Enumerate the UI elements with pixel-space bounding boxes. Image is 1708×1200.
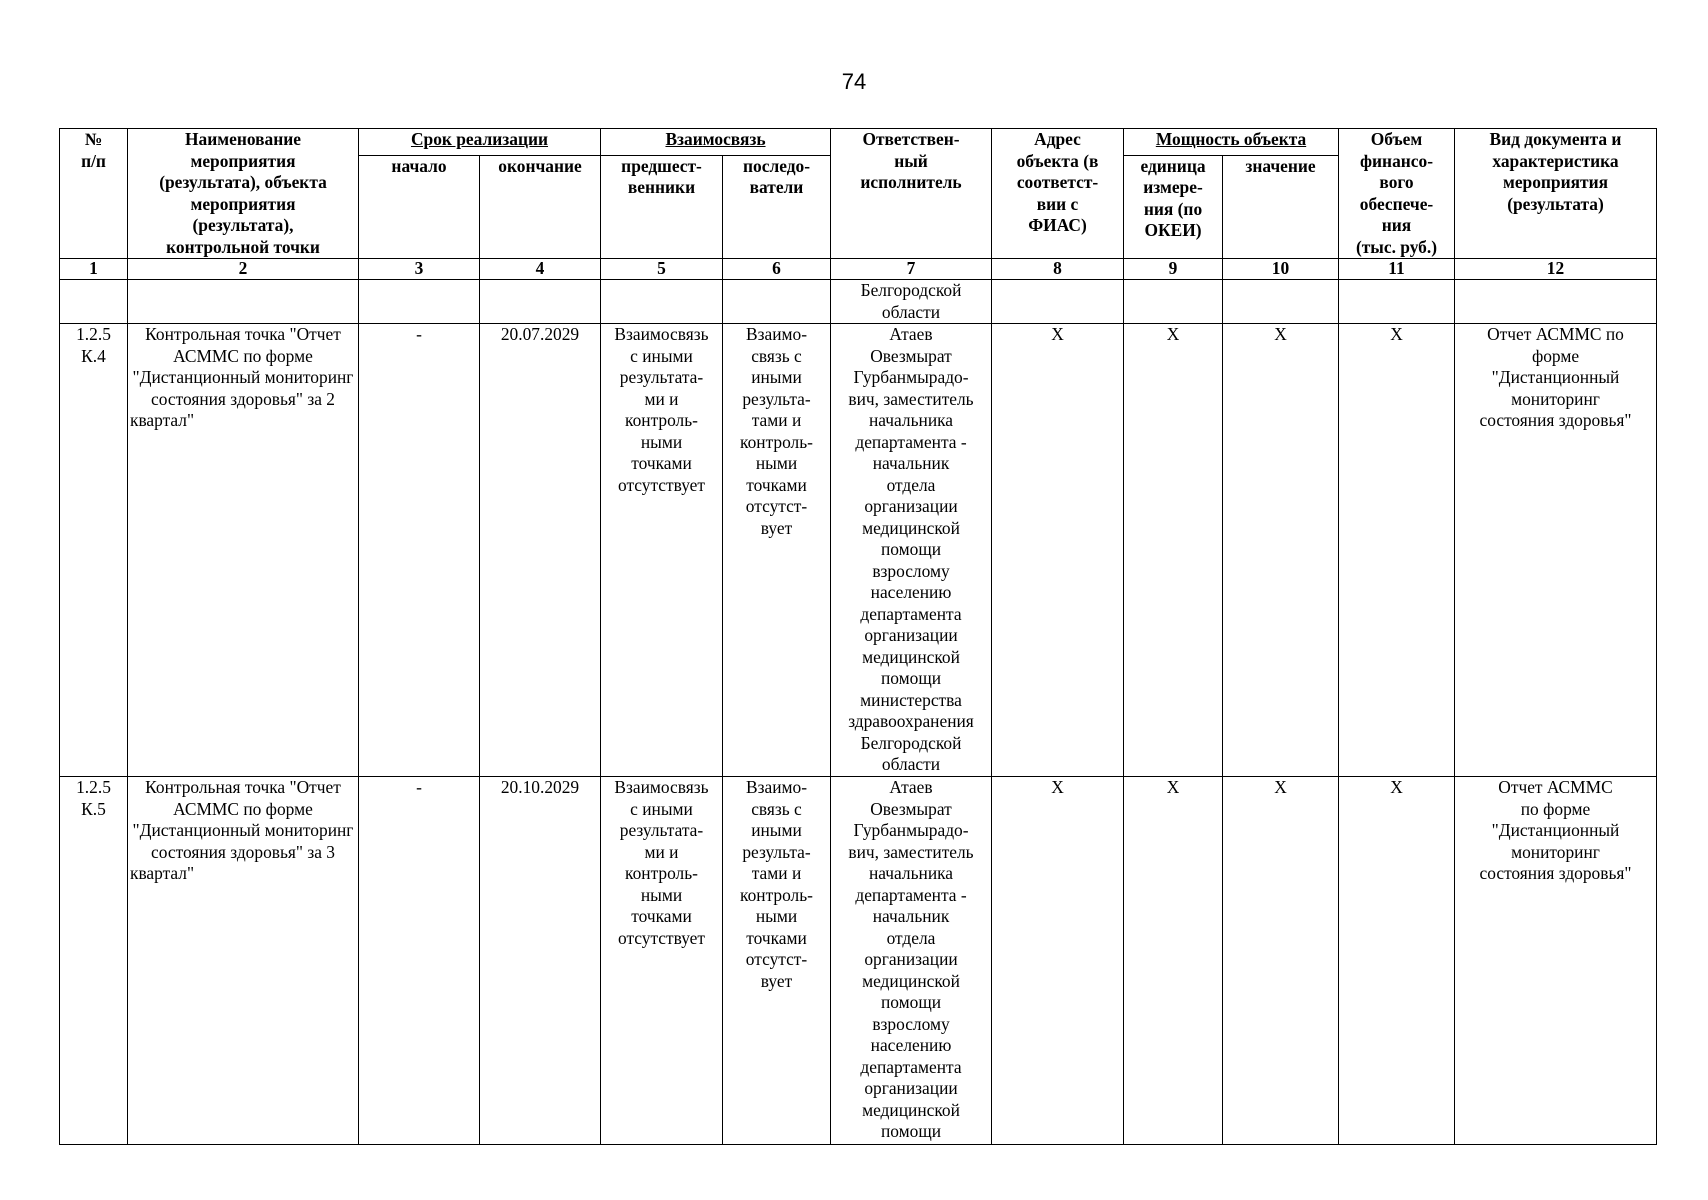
cell-predecessors: Взаимосвязь с иными результата- ми и контроль- ными точками отсутствует xyxy=(601,777,723,1145)
header-link-group: Взаимосвязь xyxy=(601,129,831,156)
header-value: значение xyxy=(1223,155,1339,258)
cell-document: Отчет АСММС по форме "Дистанционный мониторинг состояния здоровья" xyxy=(1455,324,1657,777)
cell-end: 20.07.2029 xyxy=(480,324,601,777)
page-number: 74 xyxy=(841,69,867,94)
header-address: Адрес объекта (в соответст- вии с ФИАС) xyxy=(992,129,1124,259)
cell-financing: X xyxy=(1339,777,1455,1145)
cell-num: 1.2.5 К.4 xyxy=(60,324,128,777)
header-start: начало xyxy=(359,155,480,258)
header-row-1 xyxy=(60,129,1657,156)
header-predecessors: предшест- венники xyxy=(601,155,723,258)
column-number: 7 xyxy=(831,259,992,280)
column-number: 1 xyxy=(60,259,128,280)
cell-empty xyxy=(1223,280,1339,324)
header-successors: последо- ватели xyxy=(723,155,831,258)
cell-successors: Взаимо- связь с иными результа- тами и контроль- ными точками отсутст- вует xyxy=(723,324,831,777)
cell-value: X xyxy=(1223,324,1339,777)
cell-empty xyxy=(1455,280,1657,324)
cell-num: 1.2.5 К.5 xyxy=(60,777,128,1145)
column-number: 11 xyxy=(1339,259,1455,280)
header-unit: единица измере- ния (по ОКЕИ) xyxy=(1124,155,1223,258)
column-number: 4 xyxy=(480,259,601,280)
cell-address: X xyxy=(992,777,1124,1145)
cell-empty xyxy=(128,280,359,324)
continuation-row xyxy=(60,280,1657,324)
cell-unit: X xyxy=(1124,324,1223,777)
header-document: Вид документа и характеристика мероприятия (результата) xyxy=(1455,129,1657,259)
cell-empty xyxy=(480,280,601,324)
cell-responsible: Атаев Овезмырат Гурбанмырадо- вич, заместитель начальника департамента - начальник отдела организации медицинской помощи взрослому населению департамента организации медицинской помощи xyxy=(831,777,992,1145)
column-number: 12 xyxy=(1455,259,1657,280)
header-num: № п/п xyxy=(60,129,128,259)
cell-empty xyxy=(1124,280,1223,324)
column-number: 2 xyxy=(128,259,359,280)
header-name: Наименование мероприятия (результата), объекта мероприятия (результата), контрольной точки xyxy=(128,129,359,259)
header-financing: Объем финансо- вого обеспече- ния (тыс. руб.) xyxy=(1339,129,1455,259)
cell-financing: X xyxy=(1339,324,1455,777)
cell-start: - xyxy=(359,777,480,1145)
cell-end: 20.10.2029 xyxy=(480,777,601,1145)
cell-address: X xyxy=(992,324,1124,777)
cell-name: Контрольная точка "Отчет АСММС по форме "Дистанционный мониторинг состояния здоровья" за 3 квартал" xyxy=(128,777,359,1145)
cell-empty xyxy=(1339,280,1455,324)
cell-empty xyxy=(359,280,480,324)
cell-responsible: Атаев Овезмырат Гурбанмырадо- вич, заместитель начальника департамента - начальник отдела организации медицинской помощи взрослому населению департамента организации медицинской помощи министерства здравоохранения Белгородской области xyxy=(831,324,992,777)
cell-empty xyxy=(723,280,831,324)
cell-document: Отчет АСММС по форме "Дистанционный мониторинг состояния здоровья" xyxy=(1455,777,1657,1145)
column-number: 5 xyxy=(601,259,723,280)
header-term-group: Срок реализации xyxy=(359,129,601,156)
cell-successors: Взаимо- связь с иными результа- тами и контроль- ными точками отсутст- вует xyxy=(723,777,831,1145)
cell-start: - xyxy=(359,324,480,777)
cell-empty xyxy=(601,280,723,324)
header-end: окончание xyxy=(480,155,601,258)
cell-responsible: Белгородской области xyxy=(831,280,992,324)
cell-predecessors: Взаимосвязь с иными результата- ми и контроль- ными точками отсутствует xyxy=(601,324,723,777)
table-row xyxy=(60,777,1657,1145)
table-row xyxy=(60,324,1657,777)
header-responsible: Ответствен- ный исполнитель xyxy=(831,129,992,259)
cell-unit: X xyxy=(1124,777,1223,1145)
header-power-group: Мощность объекта xyxy=(1124,129,1339,156)
column-number: 8 xyxy=(992,259,1124,280)
cell-empty xyxy=(992,280,1124,324)
cell-name: Контрольная точка "Отчет АСММС по форме "Дистанционный мониторинг состояния здоровья" за 2 квартал" xyxy=(128,324,359,777)
column-number-row xyxy=(60,259,1657,280)
column-number: 6 xyxy=(723,259,831,280)
cell-value: X xyxy=(1223,777,1339,1145)
column-number: 9 xyxy=(1124,259,1223,280)
column-number: 3 xyxy=(359,259,480,280)
measures-table xyxy=(59,128,1657,1145)
cell-empty xyxy=(60,280,128,324)
column-number: 10 xyxy=(1223,259,1339,280)
